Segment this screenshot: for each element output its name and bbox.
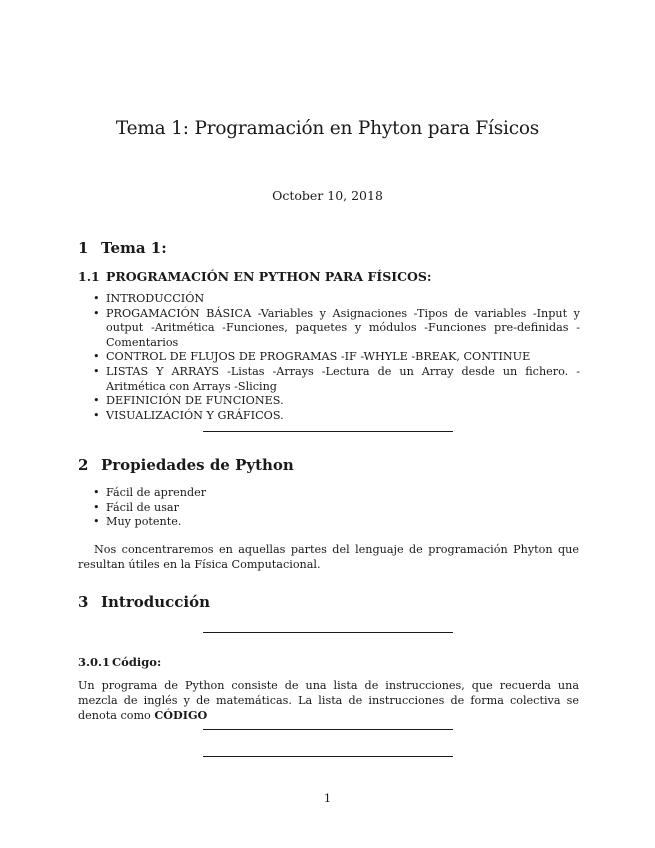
- list-item: • LISTAS Y ARRAYS -Listas -Arrays -Lectura de un Array desde un fichero. -Aritmética con Arrays -Slicing: [92, 365, 580, 394]
- horizontal-rule: [203, 756, 453, 757]
- section-3-paragraph: [78, 678, 579, 723]
- section-3-heading: [78, 593, 210, 611]
- list-item: • CONTROL DE FLUJOS DE PROGRAMAS -IF -WHYLE -BREAK, CONTINUE: [92, 350, 580, 365]
- subsubsection-number: 3.0.1: [78, 655, 111, 669]
- section-number: 2: [78, 456, 89, 474]
- list-item: • VISUALIZACIÓN Y GRÁFICOS.: [92, 409, 580, 424]
- section-2-paragraph: Nos concentraremos en aquellas partes del lenguaje de programación Phyton que resultan útiles en la Física Computacional.: [78, 543, 579, 571]
- topics-list: [92, 292, 580, 423]
- subsubsection-title: Código:: [112, 655, 162, 669]
- section-title: Propiedades de Python: [101, 456, 294, 474]
- horizontal-rule: [203, 431, 453, 432]
- section-title: Introducción: [101, 593, 211, 611]
- section-1-heading: [78, 239, 167, 257]
- section-2-heading: [78, 456, 294, 474]
- list-item: • INTRODUCCIÓN: [92, 292, 580, 307]
- list-item: • PROGAMACIÓN BÁSICA -Variables y Asignaciones -Tipos de variables -Input y output -Aritmética -Funciones, paquetes y módulos -Funciones pre-definidas -Comentarios: [92, 307, 580, 351]
- section-title: Tema 1:: [101, 239, 167, 257]
- subsection-title: PROGRAMACIÓN EN PYTHON PARA FÍSICOS:: [106, 269, 432, 284]
- horizontal-rule: [203, 729, 453, 730]
- properties-list: [92, 486, 580, 530]
- horizontal-rule: [203, 632, 453, 633]
- section-number: 3: [78, 593, 89, 611]
- subsection-1-1-heading: [78, 269, 432, 284]
- list-item: • DEFINICIÓN DE FUNCIONES.: [92, 394, 580, 409]
- list-item: • Muy potente.: [92, 515, 580, 530]
- section-number: 1: [78, 239, 89, 257]
- paragraph-bold-term: CÓDIGO: [154, 708, 208, 722]
- document-date: October 10, 2018: [272, 188, 383, 203]
- paragraph-text: Un programa de Python consiste de una lista de instrucciones, que recuerda una mezcla de inglés y de matemáticas. La lista de instrucciones de forma colectiva se denota como: [78, 679, 579, 722]
- list-item: • Fácil de usar: [92, 501, 580, 516]
- subsubsection-3-0-1-heading: [78, 655, 161, 669]
- document-title: Tema 1: Programación en Phyton para Físicos: [115, 118, 540, 139]
- list-item: • Fácil de aprender: [92, 486, 580, 501]
- subsection-number: 1.1: [78, 269, 100, 284]
- page-number: 1: [323, 791, 332, 805]
